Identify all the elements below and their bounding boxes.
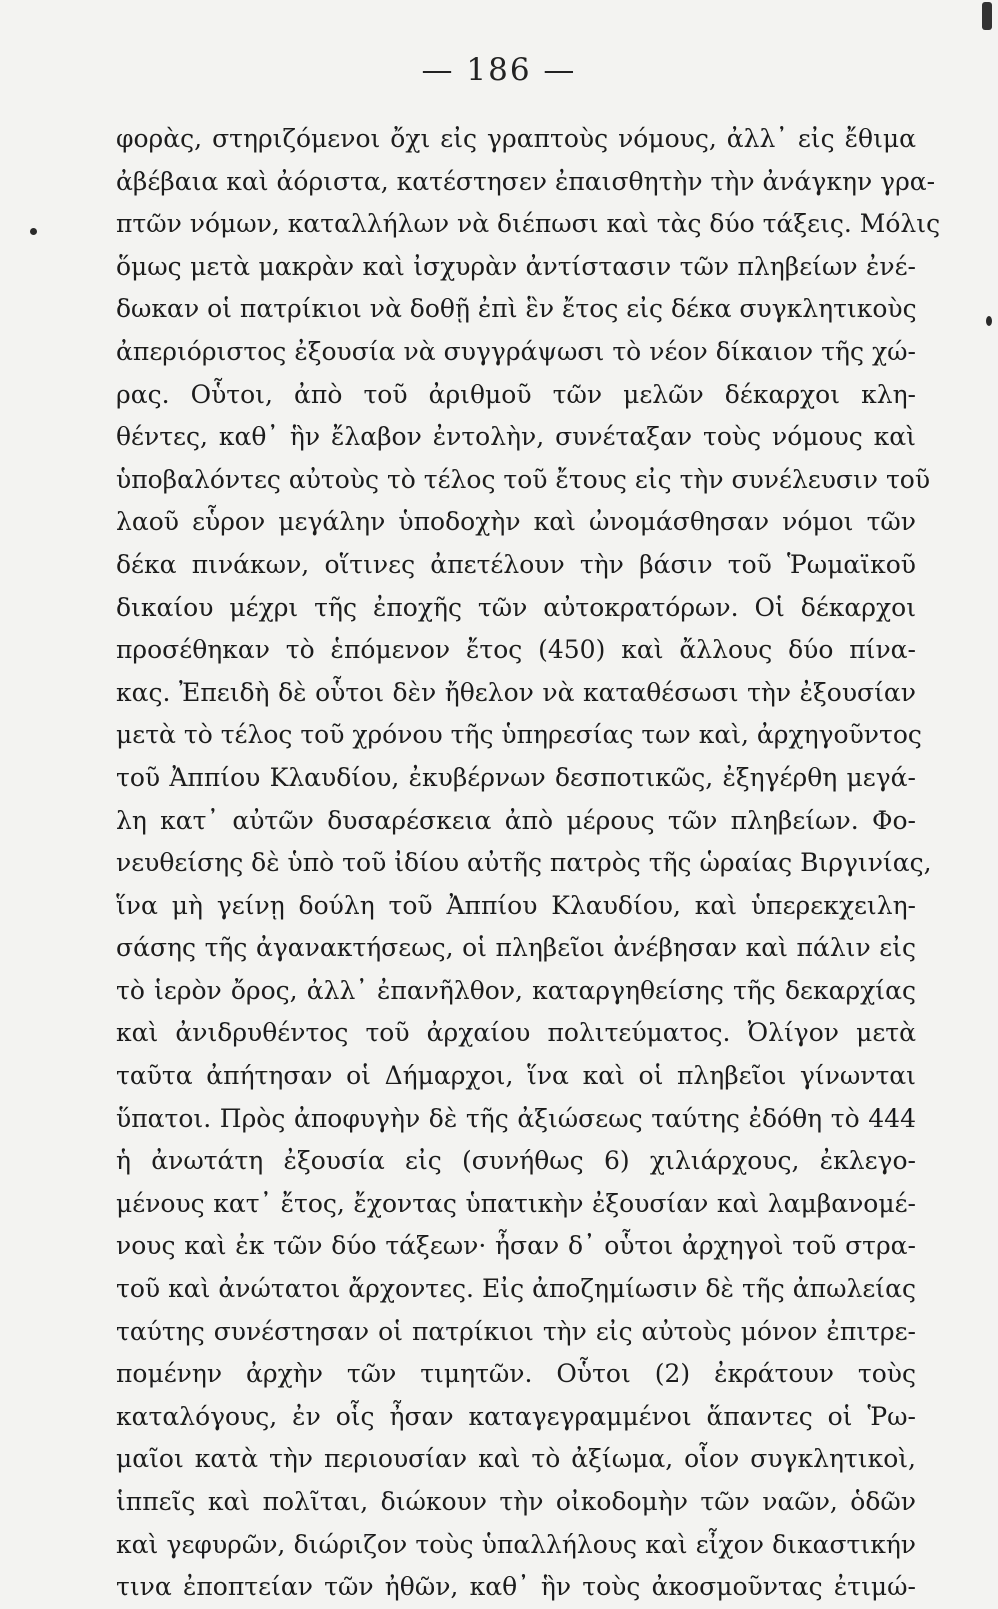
text-line: δικαίου μέχρι τῆς ἐποχῆς τῶν αὐτοκρατόρων. Οἱ δέκαρχοι bbox=[116, 592, 916, 622]
text-line: καταλόγους, ἐν οἷς ἦσαν καταγεγραμμένοι ἅπαντες οἱ Ῥω- bbox=[116, 1401, 916, 1431]
body-text bbox=[116, 118, 941, 1609]
text-line: θέντες, καθ᾽ ἣν ἔλαβον ἐντολὴν, συνέταξαν τοὺς νόμους καὶ bbox=[116, 422, 916, 452]
text-line: ὕπατοι. Πρὸς ἀποφυγὴν δὲ τῆς ἀξιώσεως ταύτης ἐδόθη τὸ 444 bbox=[116, 1103, 916, 1133]
text-line: ἀπεριόριστος ἐξουσία νὰ συγγράψωσι τὸ νέον δίκαιον τῆς χώ- bbox=[116, 336, 916, 366]
text-line: νους καὶ ἐκ τῶν δύο τάξεων· ἦσαν δ᾽ οὗτοι ἀρχηγοὶ τοῦ στρα- bbox=[116, 1231, 916, 1261]
text-line: τοῦ Ἀππίου Κλαυδίου, ἐκυβέρνων δεσποτικῶς, ἐξηγέρθη μεγά- bbox=[116, 762, 916, 792]
text-line: ταῦτα ἀπήτησαν οἱ Δήμαρχοι, ἵνα καὶ οἱ πληβεῖοι γίνωνται bbox=[116, 1061, 916, 1091]
text-line: ὅμως μετὰ μακρὰν καὶ ἰσχυρὰν ἀντίστασιν τῶν πληβείων ἐνέ- bbox=[116, 251, 916, 281]
text-line: λη κατ᾽ αὐτῶν δυσαρέσκεια ἀπὸ μέρους τῶν πληβείων. Φο- bbox=[116, 805, 916, 835]
text-line: μαῖοι κατὰ τὴν περιουσίαν καὶ τὸ ἀξίωμα, οἷον συγκλητικοὶ, bbox=[116, 1444, 916, 1474]
text-line: πομένην ἀρχὴν τῶν τιμητῶν. Οὗτοι (2) ἐκράτουν τοὺς bbox=[116, 1359, 916, 1389]
text-line: μετὰ τὸ τέλος τοῦ χρόνου τῆς ὑπηρεσίας των καὶ, ἀρχηγοῦντος bbox=[116, 720, 922, 750]
text-line: ἀβέβαια καὶ ἀόριστα, κατέστησεν ἐπαισθητὴν τὴν ἀνάγκην γρα- bbox=[116, 166, 936, 196]
text-line: ἵνα μὴ γείνῃ δούλη τοῦ Ἀππίου Κλαυδίου, καὶ ὑπερεκχειλη- bbox=[116, 890, 916, 920]
text-line: ὑποβαλόντες αὐτοὺς τὸ τέλος τοῦ ἔτους εἰς τὴν συνέλευσιν τοῦ bbox=[116, 464, 931, 494]
margin-dot-left bbox=[30, 228, 37, 235]
text-line: ταύτης συνέστησαν οἱ πατρίκιοι τὴν εἰς αὐτοὺς μόνον ἐπιτρε- bbox=[116, 1316, 916, 1346]
text-line: δέκα πινάκων, οἵτινες ἀπετέλουν τὴν βάσιν τοῦ Ῥωμαϊκοῦ bbox=[116, 549, 916, 579]
text-line: κας. Ἐπειδὴ δὲ οὗτοι δὲν ἤθελον νὰ καταθέσωσι τὴν ἐξουσίαν bbox=[116, 677, 916, 707]
text-line: ἱππεῖς καὶ πολῖται, διώκουν τὴν οἰκοδομὴν τῶν ναῶν, ὁδῶν bbox=[116, 1487, 916, 1516]
text-line: λαοῦ εὗρον μεγάλην ὑποδοχὴν καὶ ὠνομάσθησαν νόμοι τῶν bbox=[116, 507, 916, 537]
text-line: τὸ ἱερὸν ὄρος, ἀλλ᾽ ἐπανῆλθον, καταργηθείσης τῆς δεκαρχίας bbox=[116, 975, 916, 1005]
text-line: τινα ἐποπτείαν τῶν ἠθῶν, καθ᾽ ἣν τοὺς ἀκοσμοῦντας ἐτιμώ- bbox=[116, 1572, 916, 1602]
text-line: νευθείσης δὲ ὑπὸ τοῦ ἰδίου αὐτῆς πατρὸς τῆς ὡραίας Βιργινίας, bbox=[116, 848, 932, 878]
text-line: πτῶν νόμων, καταλλήλων νὰ διέπωσι καὶ τὰς δύο τάξεις. Μόλις bbox=[116, 209, 941, 239]
text-line: ρας. Οὗτοι, ἀπὸ τοῦ ἀριθμοῦ τῶν μελῶν δέκαρχοι κλη- bbox=[116, 379, 916, 409]
text-line: ἡ ἀνωτάτη ἐξουσία εἰς (συνήθως 6) χιλιάρχους, ἐκλεγο- bbox=[116, 1146, 916, 1176]
text-line: προσέθηκαν τὸ ἑπόμενον ἔτος (450) καὶ ἄλλους δύο πίνα- bbox=[116, 635, 916, 665]
text-line: καὶ γεφυρῶν, διώριζον τοὺς ὑπαλλήλους καὶ εἶχον δικαστικήν bbox=[116, 1529, 916, 1559]
text-line: δωκαν οἱ πατρίκιοι νὰ δοθῇ ἐπὶ ἓν ἔτος εἰς δέκα συγκλητικοὺς bbox=[116, 294, 917, 324]
text-line: μένους κατ᾽ ἔτος, ἔχοντας ὑπατικὴν ἐξουσίαν καὶ λαμβανομέ- bbox=[116, 1188, 916, 1218]
corner-mark bbox=[982, 2, 992, 30]
text-line: σάσης τῆς ἀγανακτήσεως, οἱ πληβεῖοι ἀνέβησαν καὶ πάλιν εἰς bbox=[116, 933, 916, 963]
margin-dot-right bbox=[986, 316, 992, 326]
text-line: φορὰς, στηριζόμενοι ὄχι εἰς γραπτοὺς νόμους, ἀλλ᾽ εἰς ἔθιμα bbox=[116, 124, 916, 153]
text-line: καὶ ἀνιδρυθέντος τοῦ ἀρχαίου πολιτεύματος. Ὀλίγον μετὰ bbox=[116, 1018, 916, 1048]
page-number: — 186 — bbox=[421, 52, 577, 88]
text-line: τοῦ καὶ ἀνώτατοι ἄρχοντες. Εἰς ἀποζημίωσιν δὲ τῆς ἀπωλείας bbox=[116, 1274, 916, 1304]
